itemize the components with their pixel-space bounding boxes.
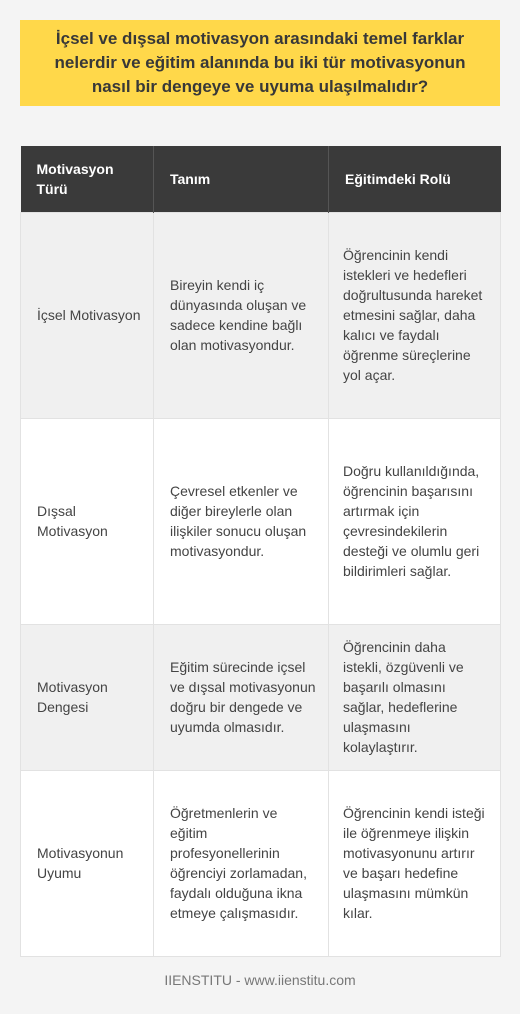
definition-cell: Çevresel etkenler ve diğer bireylerle olan ilişkiler sonucu oluşan motivasyondur. <box>154 418 329 624</box>
table-row <box>21 418 501 624</box>
role-cell: Öğrencinin kendi isteği ile öğrenmeye ilişkin motivasyonunu artırır ve başarı hedefine ulaşmasını mümkün kılar. <box>329 770 501 956</box>
role-cell: Doğru kullanıldığında, öğrencinin başarısını artırmak için çevresindekilerin desteği ve olumlu geri bildirimleri sağlar. <box>329 418 501 624</box>
column-header-role: Eğitimdeki Rolü <box>329 146 501 212</box>
table-header-row <box>21 146 501 212</box>
footer-credit: IIENSTITU - www.iienstitu.com <box>164 972 356 988</box>
definition-cell: Öğretmenlerin ve eğitim profesyonellerinin öğrenciyi zorlamadan, faydalı olduğuna ikna etmeye çalışmasıdır. <box>154 770 329 956</box>
table-row <box>21 212 501 418</box>
table-row <box>21 770 501 956</box>
column-header-type: Motivasyon Türü <box>21 146 154 212</box>
table-row <box>21 624 501 770</box>
definition-cell: Bireyin kendi iç dünyasında oluşan ve sadece kendine bağlı olan motivasyondur. <box>154 212 329 418</box>
column-header-definition: Tanım <box>154 146 329 212</box>
question-banner <box>20 20 500 106</box>
type-cell: Motivasyonun Uyumu <box>21 770 154 956</box>
role-cell: Öğrencinin daha istekli, özgüvenli ve başarılı olmasını sağlar, hedeflerine ulaşmasını kolaylaştırır. <box>329 624 501 770</box>
motivation-table <box>20 146 501 957</box>
question-title: İçsel ve dışsal motivasyon arasındaki temel farklar nelerdir ve eğitim alanında bu iki tür motivasyonun nasıl bir dengeye ve uyuma ulaşılmalıdır? <box>54 29 466 96</box>
definition-cell: Eğitim sürecinde içsel ve dışsal motivasyonun doğru bir dengede ve uyumda olmasıdır. <box>154 624 329 770</box>
type-cell: İçsel Motivasyon <box>21 212 154 418</box>
type-cell: Dışsal Motivasyon <box>21 418 154 624</box>
type-cell: Motivasyon Dengesi <box>21 624 154 770</box>
role-cell: Öğrencinin kendi istekleri ve hedefleri doğrultusunda hareket etmesini sağlar, daha kalıcı ve faydalı öğrenme süreçlerine yol açar. <box>329 212 501 418</box>
